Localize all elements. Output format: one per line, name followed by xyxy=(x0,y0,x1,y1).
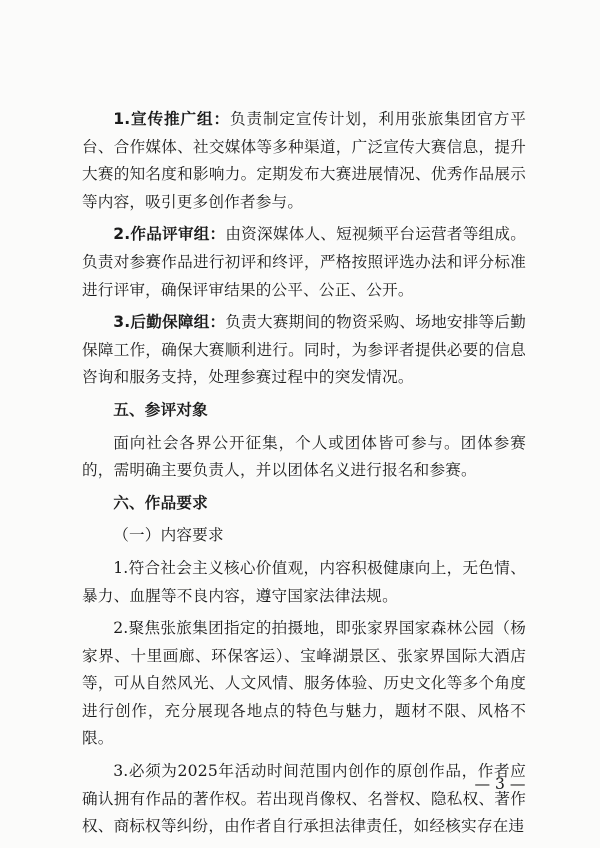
promotion-group-text: 负责制定宣传计划，利用张旅集团官方平台、合作媒体、社交媒体等多种渠道，广泛宣传大赛信息，提升大赛的知名度和影响力。定期发布大赛进展情况、优秀作品展示等内容，吸引更多创作者参与。 xyxy=(82,110,526,211)
page-number: — 3 — xyxy=(474,775,526,793)
promotion-group-label: 1.宣传推广组： xyxy=(113,110,230,128)
document-body xyxy=(82,106,526,841)
requirement-1: 1.符合社会主义核心价值观，内容积极健康向上，无色情、暴力、血腥等不良内容，遵守国家法律法规。 xyxy=(82,558,526,605)
review-group-text: 由资深媒体人、短视频平台运营者等组成。负责对参赛作品进行初评和终评，严格按照评选办法和评分标准进行评审，确保评审结果的公平、公正、公开。 xyxy=(82,225,526,299)
paragraph-review-group xyxy=(82,221,526,304)
paragraph-promotion-group xyxy=(82,106,526,216)
logistics-group-label: 3.后勤保障组： xyxy=(113,313,226,332)
section-heading-work-requirements: 六、作品要求 xyxy=(113,493,208,512)
logistics-group-text: 负责大赛期间的物资采购、场地安排等后勤保障工作，确保大赛顺利进行。同时，为参评者提供必要的信息咨询和服务支持，处理参赛过程中的突发情况。 xyxy=(82,313,526,387)
review-group-label: 2.作品评审组： xyxy=(113,225,226,244)
section-heading-participants: 五、参评对象 xyxy=(113,400,208,419)
paragraph-participants: 面向社会各界公开征集，个人或团体皆可参与。团体参赛的，需明确主要负责人，并以团体名义进行报名和参赛。 xyxy=(82,433,526,480)
subheading-content-requirements: （一）内容要求 xyxy=(113,526,224,545)
requirement-2: 2.聚焦张旅集团指定的拍摄地，即张家界国家森林公园（杨家界、十里画廊、环保客运）、宝峰湖景区、张家界国际大酒店等，可从自然风光、人文风情、服务体验、历史文化等多个角度进行创作，充分展现各地点的特色与魅力，题材不限、风格不限。 xyxy=(82,619,526,748)
paragraph-logistics-group xyxy=(82,309,526,392)
requirement-3: 3.必须为2025年活动时间范围内创作的原创作品，作者应确认拥有作品的著作权。若出现肖像权、名誉权、隐私权、著作权、商标权等纠纷，由作者自行承担法律责任，如经核实存在违 xyxy=(82,762,526,836)
